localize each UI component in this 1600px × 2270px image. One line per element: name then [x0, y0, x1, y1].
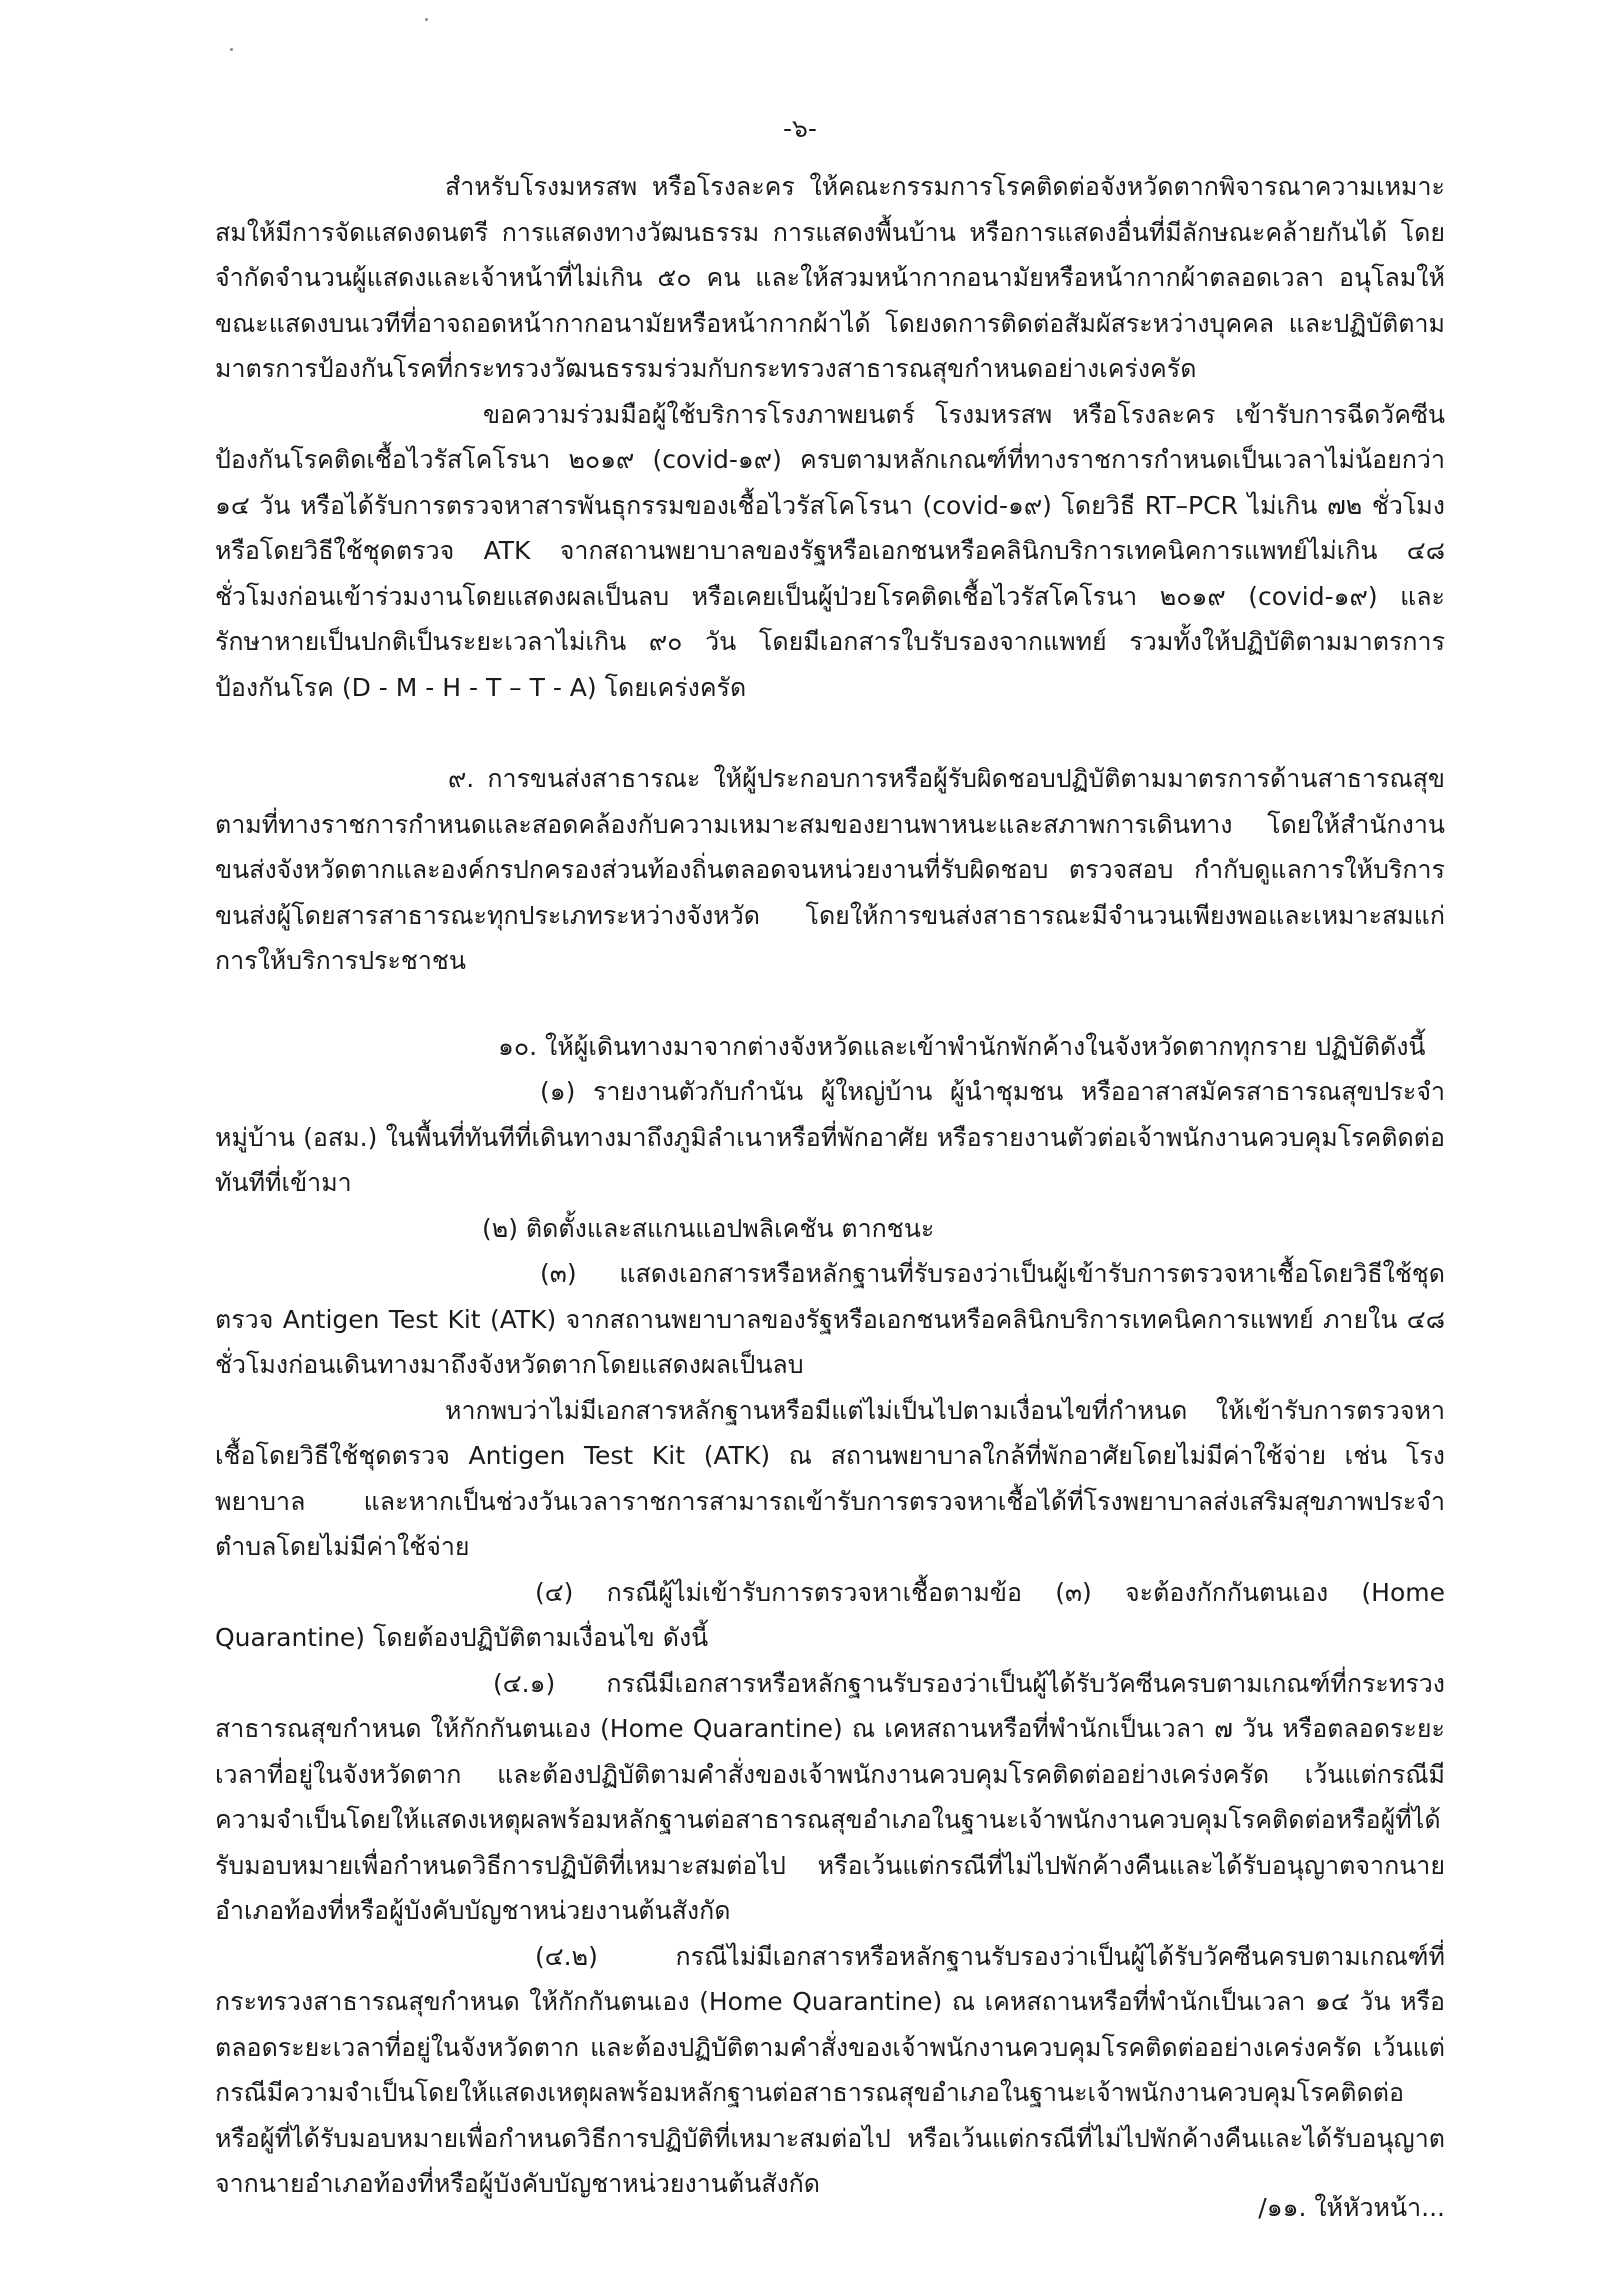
paragraph-theatre-rules: สำหรับโรงมหรสพ หรือโรงละคร ให้คณะกรรมการโรคติดต่อจังหวัดตากพิจารณาความเหมาะสมให้มีการจัดแสดงดนตรี การแสดงทางวัฒนธรรม การแสดงพื้นบ้าน หรือการแสดงอื่นที่มีลักษณะคล้ายกันได้ โดยจำกัดจำนวนผู้แสดงและเจ้าหน้าที่ไม่เกิน ๕๐ คน และให้สวมหน้ากากอนามัยหรือหน้ากากผ้าตลอดเวลา อนุโลมให้ขณะแสดงบนเวทีที่อาจถอดหน้ากากอนามัยหรือหน้ากากผ้าได้ โดยงดการติดต่อสัมผัสระหว่างบุคคล และปฏิบัติตามมาตรการป้องกันโรคที่กระทรวงวัฒนธรรมร่วมกับกระทรวงสาธารณสุขกำหนดอย่างเคร่งครัด	[215, 172, 1445, 383]
paragraph-section-10-travellers: ๑๐. ให้ผู้เดินทางมาจากต่างจังหวัดและเข้าพำนักพักค้างในจังหวัดตากทุกราย ปฏิบัติดังนี้	[498, 1031, 1426, 1061]
paragraph-no-document: หากพบว่าไม่มีเอกสารหลักฐานหรือมีแต่ไม่เป็นไปตามเงื่อนไขที่กำหนด ให้เข้ารับการตรวจหาเชื้อโดยวิธีใช้ชุดตรวจ Antigen Test Kit (ATK) ณ สถานพยาบาลใกล้ที่พักอาศัยโดยไม่มีค่าใช้จ่าย เช่น โรงพยาบาล และหากเป็นช่วงวันเวลาราชการสามารถเข้ารับการตรวจหาเชื้อได้ที่โรงพยาบาลส่งเสริมสุขภาพประจำตำบลโดยไม่มีค่าใช้จ่าย	[215, 1395, 1445, 1561]
paragraph-item-2-app: (๒) ติดตั้งและสแกนแอปพลิเคชัน ตากชนะ	[482, 1213, 935, 1243]
scan-speck	[230, 48, 233, 51]
paragraph-item-4-2-unvaccinated: (๔.๒) กรณีไม่มีเอกสารหรือหลักฐานรับรองว่าเป็นผู้ได้รับวัคซีนครบตามเกณฑ์ที่กระทรวงสาธารณสุขกำหนด ให้กักกันตนเอง (Home Quarantine) ณ เคหสถานหรือที่พำนักเป็นเวลา ๑๔ วัน หรือตลอดระยะเวลาที่อยู่ในจังหวัดตาก และต้องปฏิบัติตามคำสั่งของเจ้าพนักงานควบคุมโรคติดต่ออย่างเคร่งครัด เว้นแต่กรณีมีความจำเป็นโดยให้แสดงเหตุผลพร้อมหลักฐานต่อสาธารณสุขอำเภอในฐานะเจ้าพนักงานควบคุมโรคติดต่อหรือผู้ที่ได้รับมอบหมายเพื่อกำหนดวิธีการปฏิบัติที่เหมาะสมต่อไป หรือเว้นแต่กรณีที่ไม่ไปพักค้างคืนและได้รับอนุญาตจากนายอำเภอท้องที่หรือผู้บังคับบัญชาหน่วยงานต้นสังกัด	[215, 1941, 1445, 2198]
scan-speck	[425, 18, 428, 21]
paragraph-item-1-report: (๑) รายงานตัวกับกำนัน ผู้ใหญ่บ้าน ผู้นำชุมชน หรืออาสาสมัครสาธารณสุขประจำหมู่บ้าน (อสม.) ในพื้นที่ทันทีที่เดินทางมาถึงภูมิลำเนาหรือที่พักอาศัย หรือรายงานตัวต่อเจ้าพนักงานควบคุมโรคติดต่อทันทีที่เข้ามา	[215, 1077, 1445, 1197]
paragraph-item-4-1-vaccinated: (๔.๑) กรณีมีเอกสารหรือหลักฐานรับรองว่าเป็นผู้ได้รับวัคซีนครบตามเกณฑ์ที่กระทรวงสาธารณสุขกำหนด ให้กักกันตนเอง (Home Quarantine) ณ เคหสถานหรือที่พำนักเป็นเวลา ๗ วัน หรือตลอดระยะเวลาที่อยู่ในจังหวัดตาก และต้องปฏิบัติตามคำสั่งของเจ้าพนักงานควบคุมโรคติดต่ออย่างเคร่งครัด เว้นแต่กรณีมีความจำเป็นโดยให้แสดงเหตุผลพร้อมหลักฐานต่อสาธารณสุขอำเภอในฐานะเจ้าพนักงานควบคุมโรคติดต่อหรือผู้ที่ได้รับมอบหมายเพื่อกำหนดวิธีการปฏิบัติที่เหมาะสมต่อไป หรือเว้นแต่กรณีที่ไม่ไปพักค้างคืนและได้รับอนุญาตจากนายอำเภอท้องที่หรือผู้บังคับบัญชาหน่วยงานต้นสังกัด	[215, 1668, 1445, 1925]
continuation-marker: /๑๑. ให้หัวหน้า...	[1258, 2193, 1445, 2222]
paragraph-audience-vaccination: ขอความร่วมมือผู้ใช้บริการโรงภาพยนตร์ โรงมหรสพ หรือโรงละคร เข้ารับการฉีดวัคซีนป้องกันโรคติดเชื้อไวรัสโคโรนา ๒๐๑๙ (covid-๑๙) ครบตามหลักเกณฑ์ที่ทางราชการกำหนดเป็นเวลาไม่น้อยกว่า ๑๔ วัน หรือได้รับการตรวจหาสารพันธุกรรมของเชื้อไวรัสโคโรนา (covid-๑๙) โดยวิธี RT–PCR ไม่เกิน ๗๒ ชั่วโมง หรือโดยวิธีใช้ชุดตรวจ ATK จากสถานพยาบาลของรัฐหรือเอกชนหรือคลินิกบริการเทคนิคการแพทย์ไม่เกิน ๔๘ ชั่วโมงก่อนเข้าร่วมงานโดยแสดงผลเป็นลบ หรือเคยเป็นผู้ป่วยโรคติดเชื้อไวรัสโคโรนา ๒๐๑๙ (covid-๑๙) และรักษาหายเป็นปกติเป็นระยะเวลาไม่เกิน ๙๐ วัน โดยมีเอกสารใบรับรองจากแพทย์ รวมทั้งให้ปฏิบัติตามมาตรการป้องกันโรค (D - M - H - T – T - A) โดยเคร่งครัด	[215, 399, 1445, 702]
paragraph-section-9-public-transport: ๙. การขนส่งสาธารณะ ให้ผู้ประกอบการหรือผู้รับผิดชอบปฏิบัติตามมาตรการด้านสาธารณสุขตามที่ทางราชการกำหนดและสอดคล้องกับความเหมาะสมของยานพาหนะและสภาพการเดินทาง โดยให้สำนักงานขนส่งจังหวัดตากและองค์กรปกครองส่วนท้องถิ่นตลอดจนหน่วยงานที่รับผิดชอบ ตรวจสอบ กำกับดูแลการให้บริการขนส่งผู้โดยสารสาธารณะทุกประเภทระหว่างจังหวัด โดยให้การขนส่งสาธารณะมีจำนวนเพียงพอและเหมาะสมแก่การให้บริการประชาชน	[215, 764, 1445, 975]
paragraph-item-4-quarantine: (๔) กรณีผู้ไม่เข้ารับการตรวจหาเชื้อตามข้อ (๓) จะต้องกักกันตนเอง (Home Quarantine) โดยต้องปฏิบัติตามเงื่อนไข ดังนี้	[215, 1577, 1445, 1652]
page-number: -๖-	[783, 114, 817, 143]
paragraph-item-3-atk: (๓) แสดงเอกสารหรือหลักฐานที่รับรองว่าเป็นผู้เข้ารับการตรวจหาเชื้อโดยวิธีใช้ชุดตรวจ Antigen Test Kit (ATK) จากสถานพยาบาลของรัฐหรือเอกชนหรือคลินิกบริการเทคนิคการแพทย์ ภายใน ๔๘ ชั่วโมงก่อนเดินทางมาถึงจังหวัดตากโดยแสดงผลเป็นลบ	[215, 1259, 1445, 1379]
document-body	[215, 164, 1445, 2207]
